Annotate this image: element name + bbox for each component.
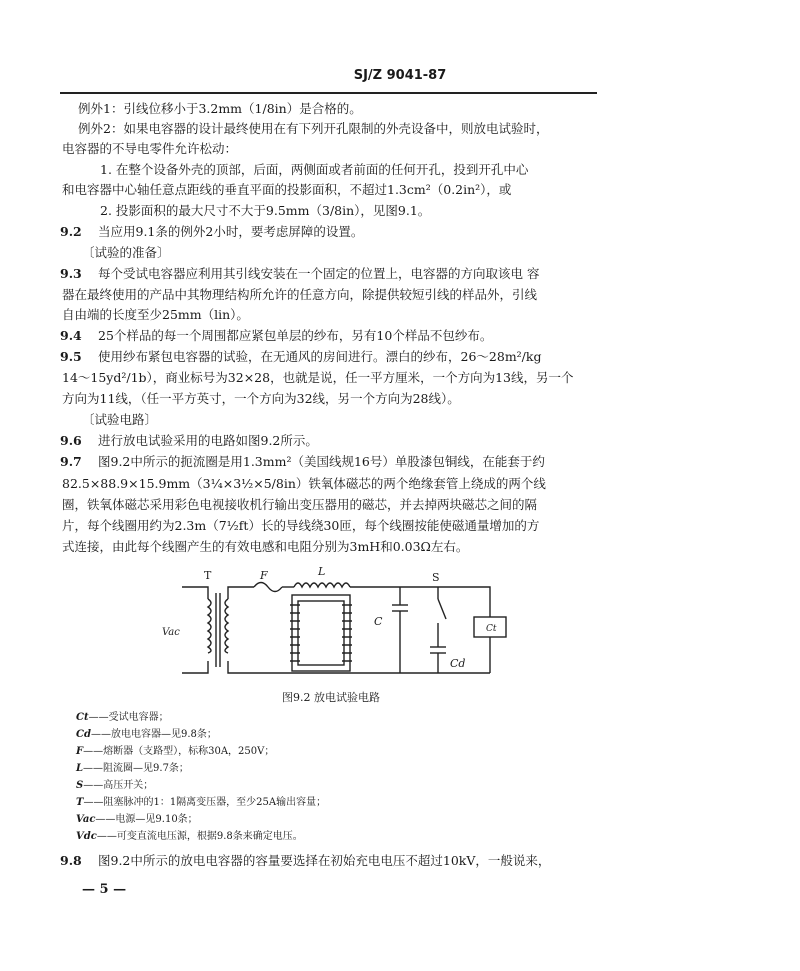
text-line: 当应用9.1条的例外2小时，要考虑屏障的设置。 [98, 224, 364, 239]
label-L: L [318, 565, 326, 578]
label-Cd: Cd [450, 657, 466, 670]
text-line: 和电容器中心轴任意点距线的垂直平面的投影面积，不超过1.3cm²（0.2in²），或 [62, 182, 512, 197]
legend-item: Ct——受试电容器； [76, 712, 169, 723]
figure-caption: 图9.2 放电试验电路 [282, 691, 380, 704]
subsection-heading: 〔试验的准备〕 [82, 245, 170, 260]
text-line: 2. 投影面积的最大尺寸不大于9.5mm（3/8in），见图9.1。 [100, 203, 431, 218]
label-Vac: Vac [162, 627, 180, 638]
svg-text:Ct: Ct [486, 624, 497, 634]
legend-item: Vac——电源—见9.10条； [76, 814, 198, 825]
section-number: 9.6 [60, 433, 82, 448]
text-line: 每个受试电容器应利用其引线安装在一个固定的位置上，电容器的方向取该电 容 [98, 266, 540, 281]
text-line: 进行放电试验采用的电路如图9.2所示。 [98, 433, 318, 448]
text-line: 自由端的长度至少25mm（lin）。 [62, 307, 249, 322]
document-header: SJ/Z 9041-87 [353, 68, 447, 83]
text-line: 式连接，由此每个线圈产生的有效电感和电阻分别为3mH和0.03Ω左右。 [62, 539, 469, 554]
legend-item: Vdc——可变直流电压源，根据9.8条来确定电压。 [76, 831, 303, 842]
subsection-heading: 〔试验电路〕 [82, 412, 158, 427]
text-line: 电容器的不导电零件允许松动： [62, 141, 238, 156]
section-number: 9.2 [60, 224, 82, 239]
circuit-diagram [160, 565, 520, 685]
text-line: 图9.2中所示的扼流圈是用1.3mm²（美国线规16号）单股漆包铜线，在能套于约 [98, 454, 545, 469]
label-T: T [204, 569, 212, 582]
section-number: 9.5 [60, 349, 82, 364]
page-number: — 5 — [82, 882, 127, 897]
legend-item: T——阻塞脉冲的1：1隔离变压器，至少25A输出容量； [76, 797, 327, 808]
text-line: 例外1：引线位移小于3.2mm（1/8in）是合格的。 [78, 101, 362, 116]
header-rule [60, 92, 597, 94]
text-line: 例外2：如果电容器的设计最终使用在有下列开孔限制的外壳设备中，则放电试验时， [78, 121, 549, 136]
section-number: 9.7 [60, 454, 82, 469]
section-number: 9.3 [60, 266, 82, 281]
section-number: 9.4 [60, 328, 82, 343]
text-line: 片，每个线圈用约为2.3m（7½ft）长的导线绕30匝，每个线圈按能使磁通量增加的方 [62, 518, 540, 533]
legend-item: Cd——放电电容器—见9.8条； [76, 729, 217, 740]
label-C: C [374, 615, 383, 628]
label-S: S [432, 571, 440, 584]
text-line: 14～15yd²/1b），商业标号为32×28，也就是说，任一平方厘米，一个方向为13线，另一个 [62, 370, 574, 385]
text-line: 器在最终使用的产品中其物理结构所允许的任意方向，除提供较短引线的样品外，引线 [62, 287, 538, 302]
text-line: 82.5×88.9×15.9mm（3¼×3½×5/8in）铁氧体磁芯的两个绝缘套管上绕成的两个线 [62, 476, 546, 491]
legend-item: S——高压开关； [76, 780, 154, 791]
text-line: 使用纱布紧包电容器的试验，在无通风的房间进行。漂白的纱布，26～28m²/kg [98, 349, 542, 364]
text-line: 1. 在整个设备外壳的顶部，后面，两侧面或者前面的任何开孔，投到开孔中心 [100, 162, 529, 177]
legend-item: F——熔断器（支路型），标称30A，250V； [76, 746, 275, 757]
text-line: 圈，铁氧体磁芯采用彩色电视接收机行输出变压器用的磁芯，并去掉两块磁芯之间的隔 [62, 497, 538, 512]
label-F: F [260, 569, 268, 582]
text-line: 图9.2中所示的放电电容器的容量要选择在初始充电电压不超过10kV，一般说来， [98, 853, 551, 868]
legend-item: L——阻流圈—见9.7条； [76, 763, 189, 774]
text-line: 25个样品的每一个周围都应紧包单层的纱布，另有10个样品不包纱布。 [98, 328, 493, 343]
text-line: 方向为11线，（任一平方英寸，一个方向为32线，另一个方向为28线）。 [62, 391, 460, 406]
section-number: 9.8 [60, 853, 82, 868]
